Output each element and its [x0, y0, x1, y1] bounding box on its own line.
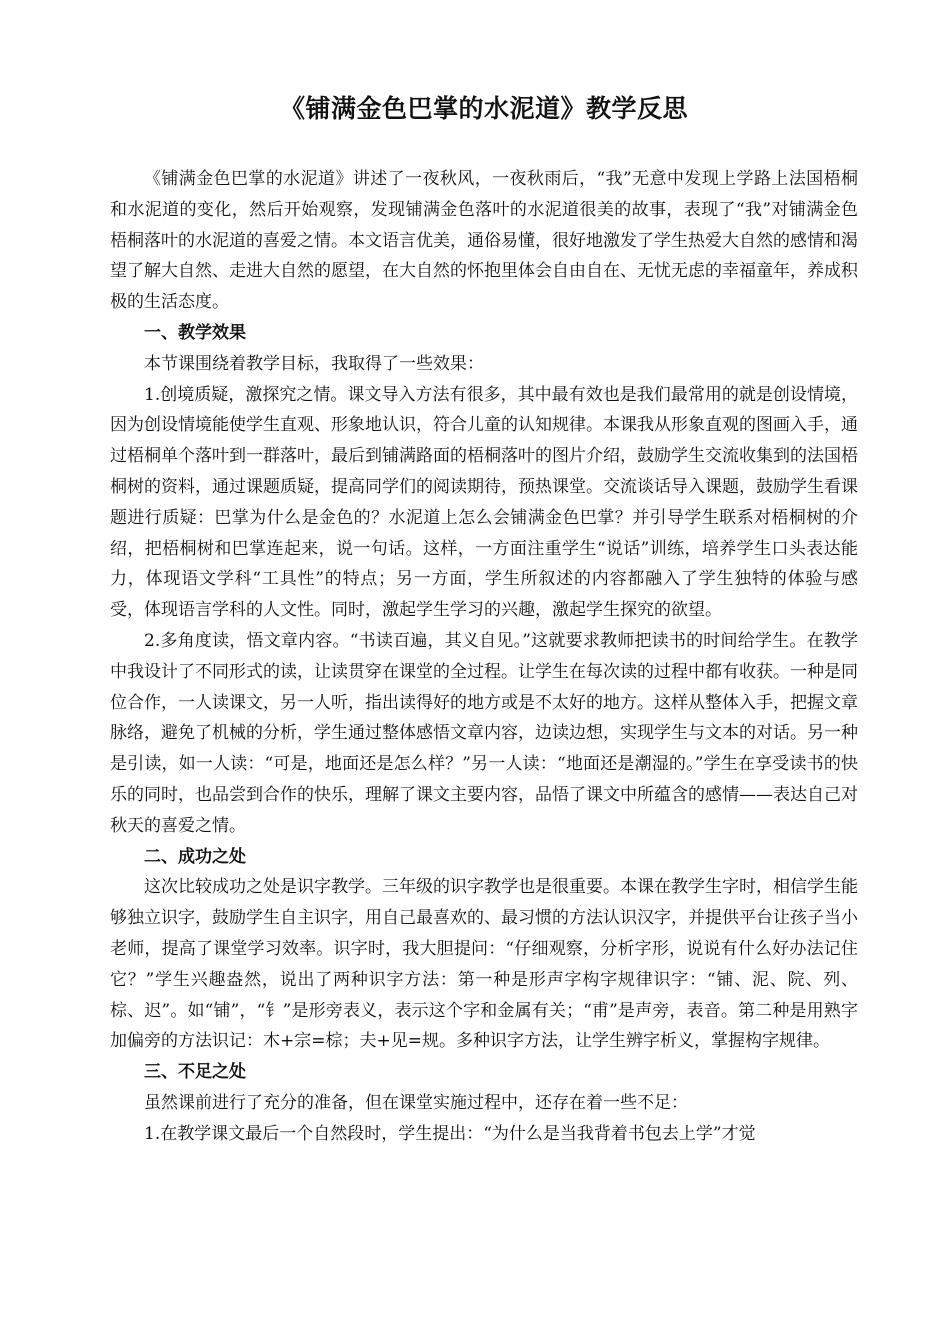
section-heading-success: 二、成功之处 [144, 846, 246, 867]
section2-paragraph: 这次比较成功之处是识字教学。三年级的识字教学也是很重要。本课在教学生字时，相信学生能够独立识字，鼓励学生自主识字，用自己最喜欢的、最习惯的方法认识汉字，并提供平台让孩子当小老师，提高了课堂学习效率。识字时，我大胆提问：“仔细观察，分析字形，说说有什么好办法记住它？”学生兴趣盎然，说出了两种识字方法：第一种是形声字构字规律识字：“铺、泥、院、列、棕、迟”。如“铺”，“钅”是形旁表义，表示这个字和金属有关；“甫”是声旁，表音。第二种是用熟字加偏旁的方法识记：木+宗=棕；夫+见=规。多种识字方法，让学生辨字析义，掌握构字规律。 [110, 877, 858, 1052]
section1-point1-paragraph: 1.创境质疑，激探究之情。课文导入方法有很多，其中最有效也是我们最常用的就是创设情境，因为创设情境能使学生直观、形象地认识，符合儿童的认知规律。本课我从形象直观的图画入手，通过梧桐单个落叶到一群落叶，最后到铺满路面的梧桐落叶的图片介绍，鼓励学生交流收集到的法国梧桐树的资料，通过课题质疑，提高同学们的阅读期待，预热课堂。交流谈话导入课题，鼓励学生看课题进行质疑：巴掌为什么是金色的？水泥道上怎么会铺满金色巴掌？并引导学生联系对梧桐树的介绍，把梧桐树和巴掌连起来，说一句话。这样，一方面注重学生“说话”训练，培养学生口头表达能力，体现语文学科“工具性”的特点；另一方面，学生所叙述的内容都融入了学生独特的体验与感受，体现语言学科的人文性。同时，激起学生学习的兴趣，激起学生探究的欲望。 [110, 384, 858, 621]
intro-paragraph: 《铺满金色巴掌的水泥道》讲述了一夜秋风，一夜秋雨后，“我”无意中发现上学路上法国梧桐和水泥道的变化，然后开始观察，发现铺满金色落叶的水泥道很美的故事，表现了“我”对铺满金色梧桐落叶的水泥道的喜爱之情。本文语言优美，通俗易懂，很好地激发了学生热爱大自然的感情和渴望了解大自然、走进大自然的愿望，在大自然的怀抱里体会自由自在、无忧无虑的幸福童年，养成积极的生活态度。 [110, 169, 858, 313]
document-title: 《铺满金色巴掌的水泥道》教学反思 [279, 94, 688, 123]
section3-lead-paragraph: 虽然课前进行了充分的准备，但在课堂实施过程中，还存在着一些不足： [144, 1092, 688, 1113]
document-body [110, 164, 858, 1150]
section1-lead-paragraph: 本节课围绕着教学目标，我取得了一些效果： [144, 353, 484, 374]
section-heading-teaching-effect: 一、教学效果 [144, 322, 246, 343]
section1-point2-paragraph: 2.多角度读，悟文章内容。“书读百遍，其义自见。”这就要求教师把读书的时间给学生。在教学中我设计了不同形式的读，让读贯穿在课堂的全过程。让学生在每次读的过程中都有收获。一种是同位合作，一人读课文，另一人听，指出读得好的地方或是不太好的地方。这样从整体入手，把握文章脉络，避免了机械的分析，学生通过整体感悟文章内容，边读边想，实现学生与文本的对话。另一种是引读，如一人读：“可是，地面还是怎么样？”另一人读：“地面还是潮湿的。”学生在享受读书的快乐的同时，也品尝到合作的快乐，理解了课文主要内容，品悟了课文中所蕴含的感情——表达自己对秋天的喜爱之情。 [110, 630, 858, 836]
section3-point1-paragraph: 1.在教学课文最后一个自然段时，学生提出：“为什么是当我背着书包去上学”才觉 [144, 1123, 756, 1144]
section-heading-shortcomings: 三、不足之处 [144, 1062, 246, 1083]
